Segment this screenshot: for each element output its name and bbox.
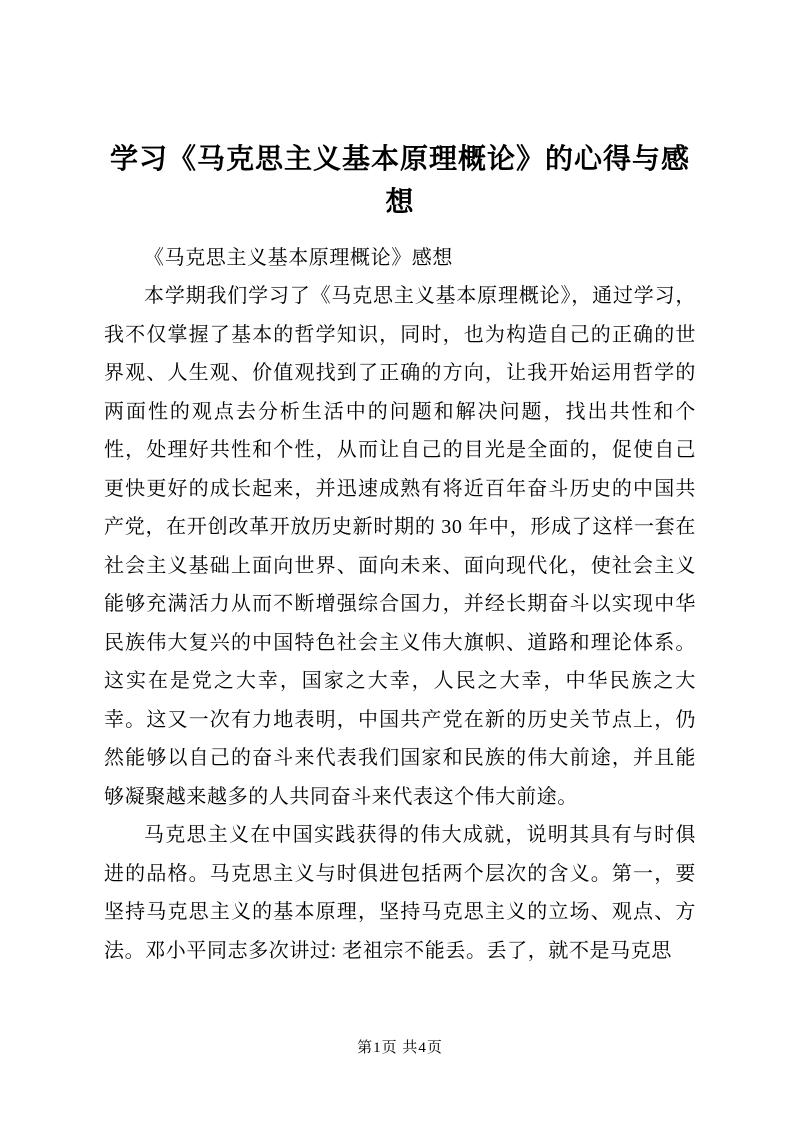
page-number-text: 第1页 共4页 xyxy=(357,1040,443,1056)
page-footer xyxy=(0,1036,800,1057)
body-paragraph: 本学期我们学习了《马克思主义基本原理概论》，通过学习，我不仅掌握了基本的哲学知识，同时，也为构造自己的正确的世界观、人生观、价值观找到了正确的方向，让我开始运用哲学的两面性的观点去分析生活中的问题和解决问题，找出共性和个性，处理好共性和个性，从而让自己的目光是全面的，促使自己更快更好的成长起来，并迅速成熟有将近百年奋斗历史的中国共产党，在开创改革开放历史新时期的 30 年中，形成了这样一套在社会主义基础上面向世界、面向未来、面向现代化，使社会主义能够充满活力从而不断增强综合国力，并经长期奋斗以实现中华民族伟大复兴的中国特色社会主义伟大旗帜、道路和理论体系。这实在是党之大幸，国家之大幸，人民之大幸，中华民族之大幸。这又一次有力地表明，中国共产党在新的历史关节点上，仍然能够以自己的奋斗来代表我们国家和民族的伟大前途，并且能够凝聚越来越多的人共同奋斗来代表这个伟大前途。 xyxy=(104,285,696,808)
body-paragraph: 马克思主义在中国实践获得的伟大成就，说明其具有与时俱进的品格。马克思主义与时俱进包括两个层次的含义。第一，要坚持马克思主义的基本原理，坚持马克思主义的立场、观点、方法。邓小平同志多次讲过: 老祖宗不能丢。丢了，就不是马克思 xyxy=(104,824,696,962)
subtitle-paragraph: 《马克思主义基本原理概论》感想 xyxy=(144,246,453,269)
document-title: 学习《马克思主义基本原理概论》的心得与感想 xyxy=(109,144,690,219)
